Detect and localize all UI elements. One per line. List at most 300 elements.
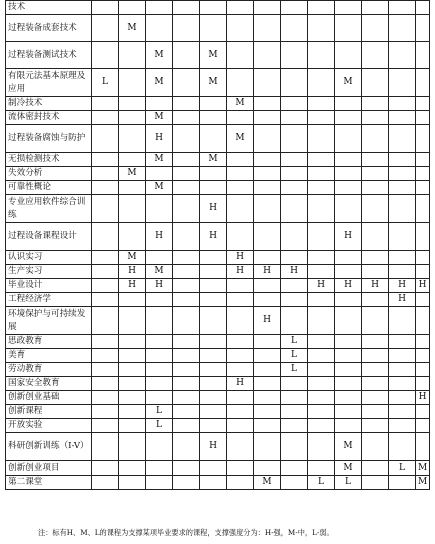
support-level-cell	[416, 307, 430, 335]
support-level-cell	[281, 377, 308, 391]
support-level-cell: H	[389, 293, 416, 307]
support-level-cell	[389, 405, 416, 419]
support-level-cell	[335, 42, 362, 69]
table-row	[6, 307, 430, 335]
course-name: 过程装备成套技术	[6, 15, 92, 42]
support-level-cell	[308, 433, 335, 461]
support-level-cell	[173, 251, 200, 265]
support-level-cell	[119, 419, 146, 433]
support-level-cell	[92, 293, 119, 307]
support-level-cell: M	[146, 111, 173, 125]
support-level-cell	[335, 251, 362, 265]
support-level-cell	[254, 461, 281, 476]
course-name: 创新创业基础	[6, 391, 92, 405]
support-level-cell	[227, 153, 254, 167]
support-level-cell	[362, 167, 389, 181]
course-name: 毕业设计	[6, 279, 92, 293]
support-level-cell	[389, 363, 416, 377]
support-level-cell	[308, 265, 335, 279]
support-level-cell	[281, 433, 308, 461]
course-name: 环境保护与可持续发展	[6, 307, 92, 335]
support-level-cell	[146, 97, 173, 111]
support-level-cell	[254, 391, 281, 405]
support-level-cell	[119, 307, 146, 335]
support-level-cell	[200, 181, 227, 195]
support-level-cell	[335, 293, 362, 307]
support-level-cell: M	[416, 461, 430, 476]
support-level-cell	[362, 405, 389, 419]
course-name: 有限元法基本原理及应用	[6, 69, 92, 97]
table-row	[6, 42, 430, 69]
support-level-cell	[362, 69, 389, 97]
support-level-cell	[281, 223, 308, 251]
support-level-cell	[173, 111, 200, 125]
course-name: 制冷技术	[6, 97, 92, 111]
support-level-cell	[308, 419, 335, 433]
support-level-cell	[227, 181, 254, 195]
support-level-cell: M	[227, 125, 254, 153]
support-level-cell	[119, 377, 146, 391]
support-level-cell	[92, 419, 119, 433]
support-level-cell	[389, 42, 416, 69]
support-level-cell	[227, 111, 254, 125]
support-level-cell	[227, 69, 254, 97]
support-level-cell	[362, 181, 389, 195]
support-level-cell	[389, 167, 416, 181]
support-level-cell	[119, 293, 146, 307]
support-level-cell	[362, 265, 389, 279]
table-row	[6, 279, 430, 293]
support-level-cell	[389, 125, 416, 153]
support-level-cell	[281, 195, 308, 223]
support-level-cell	[254, 335, 281, 349]
support-level-cell	[92, 223, 119, 251]
support-level-cell	[92, 335, 119, 349]
support-level-cell: M	[119, 251, 146, 265]
table-row	[6, 293, 430, 307]
support-level-cell	[254, 1, 281, 15]
support-level-cell	[119, 349, 146, 363]
support-level-cell	[227, 279, 254, 293]
table-row	[6, 419, 430, 433]
course-name: 过程装备测试技术	[6, 42, 92, 69]
course-name: 失效分析	[6, 167, 92, 181]
support-level-cell	[416, 195, 430, 223]
support-level-cell	[362, 363, 389, 377]
support-level-cell: H	[227, 265, 254, 279]
support-level-cell	[119, 405, 146, 419]
support-level-cell	[389, 223, 416, 251]
support-level-cell	[389, 349, 416, 363]
support-level-cell	[335, 363, 362, 377]
table-row	[6, 251, 430, 265]
footnote: 注：标有H、M、L的课程为支撑某项毕业要求的课程，支撑强度分为：H-强，M-中，L-弱。	[38, 528, 334, 537]
support-level-cell: M	[335, 433, 362, 461]
support-level-cell	[308, 97, 335, 111]
support-level-cell: M	[416, 476, 430, 490]
support-level-cell	[254, 363, 281, 377]
table-row	[6, 391, 430, 405]
support-level-cell	[227, 433, 254, 461]
support-level-cell	[173, 433, 200, 461]
course-name: 可靠性概论	[6, 181, 92, 195]
support-level-cell	[200, 391, 227, 405]
support-level-cell	[416, 181, 430, 195]
support-level-cell	[92, 307, 119, 335]
support-level-cell: M	[119, 167, 146, 181]
support-level-cell	[146, 293, 173, 307]
support-level-cell	[146, 251, 173, 265]
support-level-cell	[308, 69, 335, 97]
support-level-cell	[389, 419, 416, 433]
support-level-cell	[119, 1, 146, 15]
support-level-cell	[200, 279, 227, 293]
support-level-cell: H	[200, 433, 227, 461]
support-level-cell	[146, 461, 173, 476]
support-level-cell	[200, 1, 227, 15]
support-level-cell	[281, 167, 308, 181]
support-level-cell	[416, 97, 430, 111]
support-level-cell	[173, 307, 200, 335]
support-level-cell	[173, 476, 200, 490]
support-level-cell	[308, 1, 335, 15]
support-level-cell	[389, 195, 416, 223]
support-level-cell	[362, 125, 389, 153]
support-level-cell	[92, 1, 119, 15]
support-level-cell	[227, 349, 254, 363]
support-level-cell	[254, 111, 281, 125]
table-row	[6, 349, 430, 363]
support-level-cell: L	[146, 405, 173, 419]
support-level-cell	[146, 433, 173, 461]
support-level-cell	[173, 293, 200, 307]
support-level-cell	[92, 97, 119, 111]
table-row	[6, 125, 430, 153]
support-level-cell	[92, 363, 119, 377]
course-name: 创新创业项目	[6, 461, 92, 476]
support-level-cell	[362, 391, 389, 405]
support-level-cell	[119, 153, 146, 167]
support-level-cell	[281, 391, 308, 405]
support-level-cell	[173, 167, 200, 181]
support-level-cell	[416, 335, 430, 349]
support-level-cell	[308, 195, 335, 223]
support-level-cell: M	[119, 15, 146, 42]
support-level-cell	[335, 349, 362, 363]
support-level-cell: M	[146, 69, 173, 97]
table-row	[6, 167, 430, 181]
support-level-cell: H	[281, 265, 308, 279]
support-level-cell	[389, 476, 416, 490]
support-level-cell	[119, 181, 146, 195]
table-row	[6, 476, 430, 490]
support-level-cell	[146, 391, 173, 405]
support-level-cell	[308, 111, 335, 125]
support-level-cell	[254, 223, 281, 251]
support-level-cell: H	[119, 279, 146, 293]
support-level-cell	[362, 153, 389, 167]
support-level-cell	[254, 293, 281, 307]
support-level-cell: M	[146, 265, 173, 279]
support-level-cell: L	[335, 476, 362, 490]
support-level-cell	[308, 405, 335, 419]
support-level-cell: H	[389, 279, 416, 293]
support-level-cell	[416, 1, 430, 15]
support-level-cell	[119, 125, 146, 153]
course-name: 过程装备腐蚀与防护	[6, 125, 92, 153]
support-level-cell	[281, 251, 308, 265]
support-level-cell	[308, 15, 335, 42]
support-level-cell	[200, 363, 227, 377]
support-level-cell	[362, 461, 389, 476]
support-level-cell	[254, 377, 281, 391]
support-level-cell	[335, 335, 362, 349]
support-level-cell	[200, 97, 227, 111]
support-level-cell	[389, 251, 416, 265]
support-level-cell	[389, 307, 416, 335]
support-level-cell	[254, 69, 281, 97]
support-level-cell	[200, 251, 227, 265]
support-level-cell	[416, 69, 430, 97]
support-level-cell	[335, 15, 362, 42]
support-level-cell	[119, 391, 146, 405]
course-name: 无损检测技术	[6, 153, 92, 167]
support-level-cell: H	[227, 251, 254, 265]
support-level-cell	[362, 223, 389, 251]
support-level-cell	[362, 419, 389, 433]
support-level-cell	[335, 153, 362, 167]
support-level-cell	[119, 42, 146, 69]
support-level-cell: M	[335, 461, 362, 476]
support-level-cell	[389, 1, 416, 15]
support-level-cell	[281, 97, 308, 111]
support-level-cell	[227, 195, 254, 223]
support-level-cell	[362, 293, 389, 307]
support-level-cell	[119, 69, 146, 97]
support-level-cell	[335, 377, 362, 391]
support-level-cell	[416, 419, 430, 433]
support-level-cell	[227, 461, 254, 476]
support-level-cell	[308, 461, 335, 476]
support-level-cell	[227, 363, 254, 377]
support-level-cell	[173, 279, 200, 293]
support-level-cell	[281, 181, 308, 195]
support-level-cell	[173, 181, 200, 195]
support-level-cell	[362, 97, 389, 111]
support-level-cell: M	[335, 69, 362, 97]
support-level-cell	[173, 391, 200, 405]
support-level-cell: H	[200, 195, 227, 223]
support-level-cell	[200, 461, 227, 476]
support-level-cell	[227, 307, 254, 335]
support-level-cell	[308, 181, 335, 195]
support-level-cell	[281, 461, 308, 476]
support-level-cell	[92, 349, 119, 363]
support-level-cell	[173, 125, 200, 153]
support-level-cell: H	[362, 279, 389, 293]
support-level-cell	[281, 1, 308, 15]
course-name: 第二课堂	[6, 476, 92, 490]
support-level-cell: L	[146, 419, 173, 433]
support-level-cell	[254, 181, 281, 195]
support-level-cell	[200, 419, 227, 433]
support-level-cell	[200, 111, 227, 125]
support-level-cell	[92, 251, 119, 265]
course-name: 开放实验	[6, 419, 92, 433]
support-level-cell	[173, 265, 200, 279]
support-level-cell	[173, 97, 200, 111]
support-level-cell	[254, 195, 281, 223]
support-level-cell	[389, 265, 416, 279]
support-level-cell	[119, 461, 146, 476]
support-level-cell	[389, 15, 416, 42]
support-level-cell	[227, 293, 254, 307]
support-level-cell	[92, 111, 119, 125]
support-level-cell	[308, 377, 335, 391]
table-row	[6, 97, 430, 111]
support-level-cell	[254, 15, 281, 42]
course-requirement-matrix	[5, 0, 429, 490]
support-level-cell	[362, 307, 389, 335]
support-level-cell	[92, 153, 119, 167]
table-row	[6, 335, 430, 349]
table-row	[6, 223, 430, 251]
support-level-cell	[389, 181, 416, 195]
support-level-cell	[335, 307, 362, 335]
support-level-cell	[227, 335, 254, 349]
support-level-cell: L	[389, 461, 416, 476]
support-level-cell	[362, 476, 389, 490]
support-level-cell	[227, 42, 254, 69]
support-level-cell	[146, 15, 173, 42]
support-level-cell	[173, 405, 200, 419]
table-row	[6, 111, 430, 125]
support-level-cell	[200, 349, 227, 363]
support-level-cell	[119, 476, 146, 490]
course-name: 科研创新训练（I-V）	[6, 433, 92, 461]
support-level-cell	[92, 433, 119, 461]
support-level-cell	[173, 461, 200, 476]
support-level-cell: M	[227, 97, 254, 111]
support-level-cell	[227, 1, 254, 15]
support-level-cell: H	[416, 391, 430, 405]
support-level-cell	[254, 419, 281, 433]
support-level-cell	[335, 111, 362, 125]
support-level-cell: H	[254, 307, 281, 335]
support-level-cell	[362, 377, 389, 391]
support-level-cell	[416, 265, 430, 279]
table-row	[6, 461, 430, 476]
support-level-cell	[416, 153, 430, 167]
support-level-cell	[308, 251, 335, 265]
support-level-cell	[173, 153, 200, 167]
support-level-cell	[254, 167, 281, 181]
support-level-cell	[281, 405, 308, 419]
support-level-cell: H	[119, 265, 146, 279]
support-level-cell	[416, 111, 430, 125]
support-level-cell: H	[335, 279, 362, 293]
support-level-cell	[389, 69, 416, 97]
support-level-cell	[389, 433, 416, 461]
support-level-cell	[254, 433, 281, 461]
course-name: 认识实习	[6, 251, 92, 265]
support-level-cell	[362, 42, 389, 69]
support-level-cell	[254, 251, 281, 265]
support-level-cell	[200, 15, 227, 42]
support-level-cell	[173, 377, 200, 391]
support-level-cell	[146, 1, 173, 15]
support-level-cell	[92, 279, 119, 293]
support-level-cell	[200, 335, 227, 349]
support-level-cell	[227, 391, 254, 405]
support-level-cell: L	[281, 363, 308, 377]
course-name: 国家安全教育	[6, 377, 92, 391]
course-name: 创新课程	[6, 405, 92, 419]
support-level-cell	[200, 167, 227, 181]
support-level-cell	[281, 111, 308, 125]
support-level-cell: M	[146, 42, 173, 69]
support-level-cell	[389, 377, 416, 391]
support-level-cell	[92, 377, 119, 391]
support-level-cell	[362, 195, 389, 223]
support-level-cell	[362, 1, 389, 15]
support-level-cell	[362, 251, 389, 265]
support-level-cell	[92, 42, 119, 69]
support-level-cell: H	[200, 223, 227, 251]
support-level-cell	[416, 125, 430, 153]
support-level-cell	[335, 419, 362, 433]
support-level-cell	[416, 349, 430, 363]
support-level-cell	[119, 335, 146, 349]
support-level-cell	[173, 195, 200, 223]
support-level-cell	[173, 363, 200, 377]
support-level-cell: L	[92, 69, 119, 97]
support-level-cell	[281, 153, 308, 167]
support-level-cell	[416, 293, 430, 307]
support-level-cell	[92, 265, 119, 279]
table-row	[6, 265, 430, 279]
support-level-cell	[389, 335, 416, 349]
support-level-cell	[254, 153, 281, 167]
support-level-cell: M	[200, 69, 227, 97]
support-level-cell	[227, 167, 254, 181]
support-level-cell	[146, 363, 173, 377]
support-level-cell	[281, 476, 308, 490]
table-row	[6, 15, 430, 42]
support-level-cell	[200, 476, 227, 490]
support-level-cell	[416, 405, 430, 419]
table-row	[6, 405, 430, 419]
support-level-cell	[146, 167, 173, 181]
support-level-cell	[254, 125, 281, 153]
support-level-cell	[281, 125, 308, 153]
support-level-cell	[281, 419, 308, 433]
support-level-cell: H	[146, 279, 173, 293]
support-level-cell	[119, 363, 146, 377]
support-level-cell: M	[146, 153, 173, 167]
support-level-cell	[146, 476, 173, 490]
support-level-cell	[281, 307, 308, 335]
support-level-cell: M	[200, 153, 227, 167]
support-level-cell	[227, 15, 254, 42]
course-name: 专业应用软件综合训练	[6, 195, 92, 223]
support-level-cell	[416, 15, 430, 42]
support-level-cell: H	[416, 279, 430, 293]
support-level-cell	[335, 167, 362, 181]
support-level-cell	[416, 433, 430, 461]
support-level-cell	[119, 223, 146, 251]
support-level-cell	[92, 15, 119, 42]
